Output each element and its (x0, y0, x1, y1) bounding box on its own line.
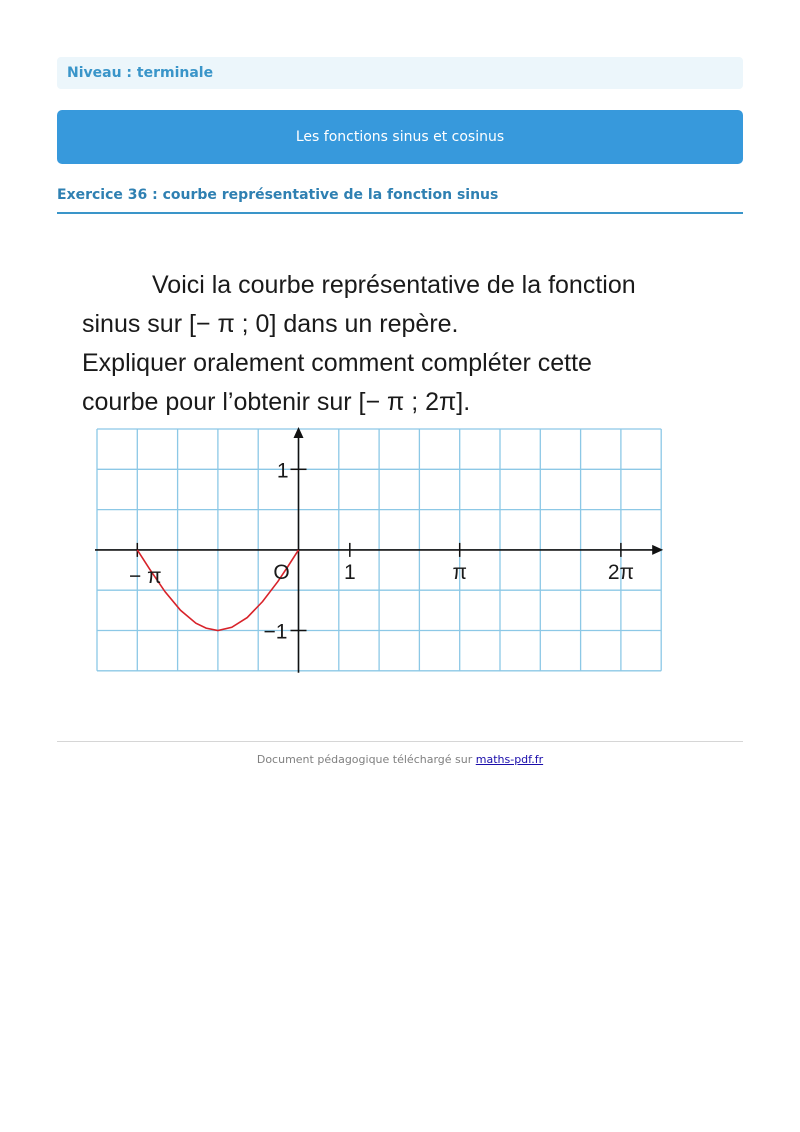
interval-neg-pi-0: [− π ; 0] (188, 310, 277, 338)
sine-curve-graph (92, 424, 672, 676)
footer (57, 752, 743, 768)
x-tick-label-pi: π (452, 560, 467, 584)
statement-line-2 (82, 305, 676, 344)
statement-line-3-text: Expliquer oralement comment compléter cette (82, 349, 592, 377)
exercise-title (57, 186, 743, 214)
y-tick-label-neg-1: −1 (263, 620, 288, 644)
chapter-title: Les fonctions sinus et cosinus (295, 129, 505, 145)
exercise-title-text: Exercice 36 : courbe représentative de la fonction sinus (57, 187, 499, 203)
exercise-statement (82, 266, 676, 422)
origin-label: O (273, 560, 290, 584)
graph-labels (129, 459, 634, 643)
level-banner (57, 57, 743, 89)
statement-line-2a: sinus sur (82, 310, 189, 338)
footer-divider (57, 741, 743, 742)
statement-line-1 (82, 266, 676, 305)
x-tick-label-1: 1 (343, 560, 356, 584)
level-label: Niveau : terminale (67, 65, 214, 81)
chapter-title-bar (57, 110, 743, 164)
statement-line-2b: dans un repère. (276, 310, 459, 338)
footer-text: Document pédagogique téléchargé sur (256, 753, 476, 766)
statement-line-4 (82, 383, 676, 422)
statement-line-4a: courbe pour l’obtenir sur (82, 388, 359, 416)
footer-link[interactable]: maths-pdf.fr (475, 753, 544, 766)
statement-line-3 (82, 344, 676, 383)
x-tick-label-neg-pi: − π (129, 564, 162, 588)
statement-line-4b: . (463, 388, 471, 416)
y-tick-label-1: 1 (276, 459, 289, 483)
interval-neg-pi-2pi: [− π ; 2π] (358, 388, 464, 416)
statement-line-1-text: Voici la courbe représentative de la fonction (152, 271, 636, 299)
x-tick-label-2pi: 2π (607, 560, 634, 584)
